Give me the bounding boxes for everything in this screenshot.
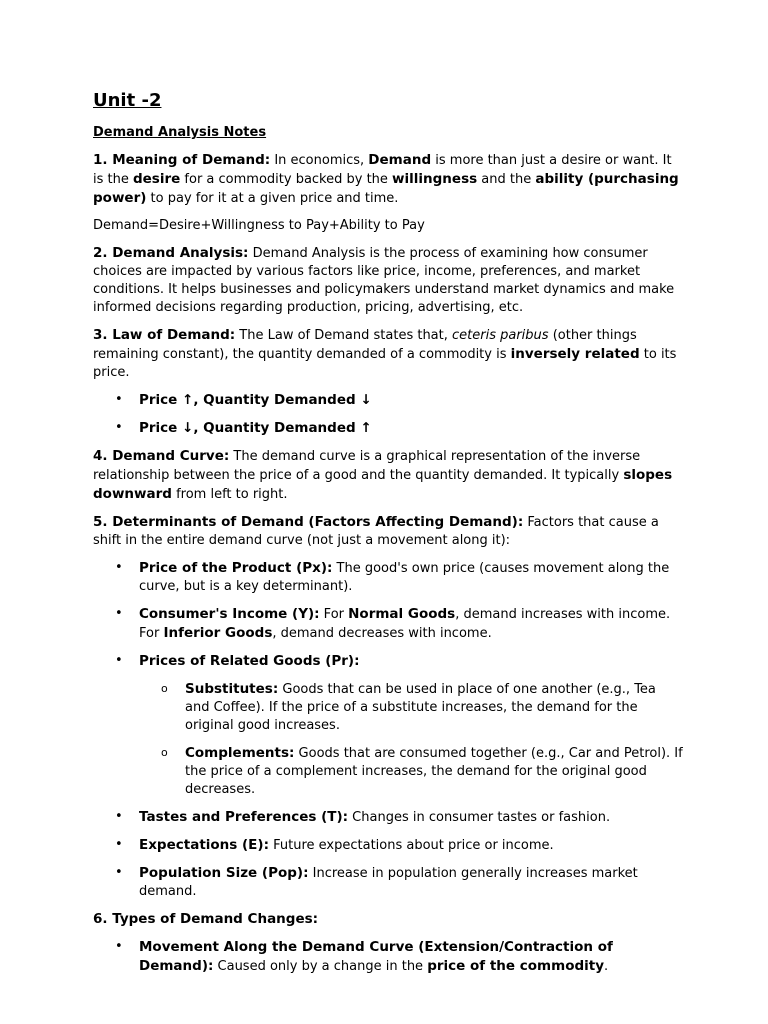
- emphasis: price of the commodity: [427, 958, 605, 974]
- text: , demand increases with income. For: [139, 607, 671, 641]
- text: Factors that cause a shift in the entire demand curve (not just a movement along it):: [93, 515, 659, 548]
- item-label: Tastes and Preferences (T):: [139, 809, 349, 825]
- notes-heading: Demand Analysis Notes: [93, 125, 267, 140]
- types-of-demand-changes-paragraph: [93, 910, 683, 929]
- text: Demand Analysis is the process of examining how consumer choices are impacted by various factors like price, income, preferences, and market conditions. It helps businesses and policymakers understand market dynamics and make informed decisions regarding production, pricing, advertising, etc.: [93, 246, 675, 315]
- law-of-demand-list: [93, 391, 683, 438]
- emphasis: inversely related: [510, 346, 640, 362]
- emphasis: willingness: [392, 171, 478, 187]
- document-content: [93, 88, 683, 985]
- emphasis: slopes downward: [93, 467, 673, 502]
- bullet-text: Price ↑, Quantity Demanded ↓: [139, 392, 372, 408]
- determinants-paragraph: [93, 513, 683, 550]
- text: Goods that can be used in place of one another (e.g., Tea and Coffee). If the price of a substitute increases, the demand for the original good increases.: [185, 682, 656, 733]
- bullet-text: Price ↓, Quantity Demanded ↑: [139, 420, 372, 436]
- emphasis: desire: [132, 171, 181, 187]
- law-of-demand-paragraph: [93, 326, 683, 382]
- item-label: Price of the Product (Px):: [139, 560, 333, 576]
- text: , demand decreases with income.: [272, 626, 492, 641]
- list-item: [93, 808, 683, 827]
- section-heading: 3. Law of Demand:: [93, 327, 236, 343]
- text: The good's own price (causes movement along the curve, but is a key determinant).: [139, 561, 670, 594]
- item-label: Substitutes:: [185, 681, 279, 697]
- item-label: Expectations (E):: [139, 837, 269, 853]
- list-item: [93, 605, 683, 643]
- meaning-of-demand-paragraph: [93, 151, 683, 208]
- list-item: [93, 652, 683, 799]
- text: for a commodity backed by the: [180, 172, 393, 187]
- list-item: [93, 836, 683, 855]
- demand-changes-list: [93, 938, 683, 976]
- item-label: Consumer's Income (Y):: [139, 606, 320, 622]
- section-heading: 5. Determinants of Demand (Factors Affecting Demand):: [93, 514, 524, 530]
- emphasis: ability (purchasing power): [93, 171, 679, 206]
- emphasis: Demand: [368, 152, 432, 168]
- text: The demand curve is a graphical representation of the inverse relationship between the price of a good and the quantity demanded. It typically: [93, 449, 641, 483]
- text: Caused only by a change in the: [213, 959, 428, 974]
- text: and the: [477, 172, 536, 187]
- text: is more than just a desire or want. It is the: [93, 153, 672, 187]
- text: from left to right.: [171, 487, 288, 502]
- emphasis: Normal Goods: [348, 606, 456, 622]
- section-heading: 2. Demand Analysis:: [93, 245, 249, 261]
- section-heading: 1. Meaning of Demand:: [93, 152, 271, 168]
- demand-curve-paragraph: [93, 447, 683, 504]
- list-item: [93, 864, 683, 901]
- sublist-item: [93, 680, 683, 735]
- text: Goods that are consumed together (e.g., Car and Petrol). If the price of a complement increases, the demand for the original good decreases.: [185, 746, 683, 797]
- related-goods-sublist: [139, 680, 683, 799]
- text: to pay for it at a given price and time.: [146, 191, 399, 206]
- item-label: Complements:: [185, 745, 295, 761]
- determinants-list: [93, 559, 683, 901]
- section-heading: 6. Types of Demand Changes:: [93, 911, 319, 927]
- item-label: Population Size (Pop):: [139, 865, 309, 881]
- text: The Law of Demand states that,: [235, 328, 453, 343]
- text: Changes in consumer tastes or fashion.: [348, 810, 611, 825]
- text: For: [319, 607, 349, 622]
- list-item: [93, 391, 683, 410]
- demand-analysis-paragraph: [93, 244, 683, 317]
- list-item: [93, 559, 683, 596]
- text: Increase in population generally increases market demand.: [139, 866, 638, 899]
- text: to its price.: [93, 347, 677, 380]
- text: (other things remaining constant), the quantity demanded of a commodity is: [93, 328, 637, 362]
- list-item: [93, 938, 683, 976]
- item-label: Prices of Related Goods (Pr):: [139, 653, 360, 669]
- unit-title: Unit -2: [93, 90, 162, 111]
- sublist-item: [93, 744, 683, 799]
- item-label: Movement Along the Demand Curve (Extension/Contraction of Demand):: [139, 939, 613, 974]
- text: .: [604, 959, 609, 974]
- section-heading: 4. Demand Curve:: [93, 448, 230, 464]
- emphasis: Inferior Goods: [163, 625, 273, 641]
- text: Future expectations about price or income.: [268, 838, 554, 853]
- italic-term: ceteris paribus: [452, 328, 549, 343]
- list-item: [93, 419, 683, 438]
- text: In economics,: [270, 153, 369, 168]
- demand-formula: Demand=Desire+Willingness to Pay+Ability to Pay: [93, 218, 425, 233]
